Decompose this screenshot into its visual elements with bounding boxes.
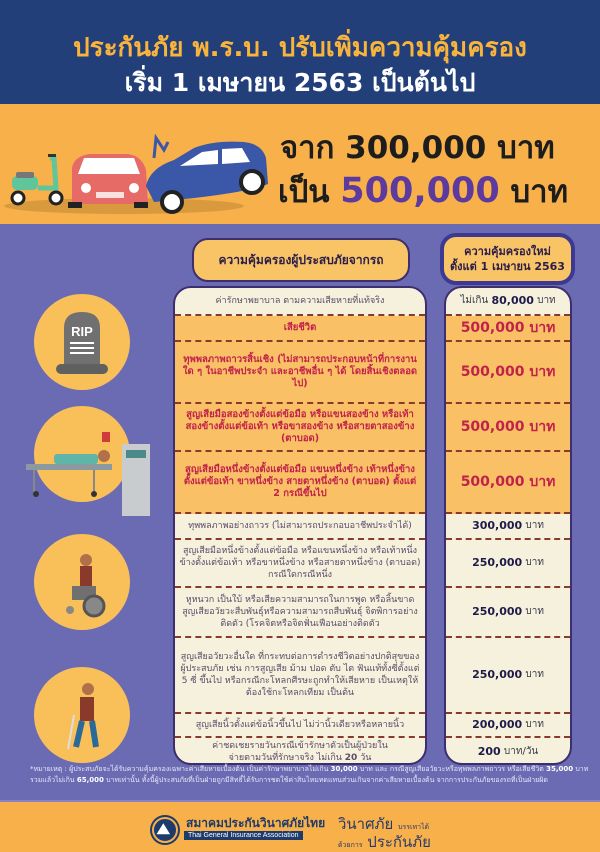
table-row: สูญเสียมือหนึ่งข้างตั้งแต่ข้อมือ หรือแขนหนึ่งข้าง หรือเท้าหนึ่งข้างตั้งแต่ข้อเท้า หรือขาหนึ่งข้าง หรือสายตาหนึ่งข้าง (ตาบอด) กรณีใดกรณีหนึ่ง xyxy=(175,540,425,588)
slogan-line1: วินาศภัย บรรเทาได้ xyxy=(338,815,430,833)
footnote: *หมายเหตุ : ผู้ประสบภัยจะได้รับความคุ้มครองเฉพาะค่าเสียหายเบื้องต้น เป็นค่ารักษาพยาบาลไม่เกิน 30,000 บาท และ กรณีสูญเสียอวัยวะหรือทุพพลภาพถาวร หรือเสียชีวิต 35,000 บาท รวมแล้วไม่เกิน 65,000 บาทเท่านั้น ทั้งนี้ผู้ประสบภัยที่เป็นฝ่ายถูกมีสิทธิ์ได้รับการชดใช้ค่าสินไหมทดแทนส่วนเกินจากค่าเสียหายเบื้องต้น จากการประกันภัยของรถที่เป็นฝ่ายผิด xyxy=(30,765,589,784)
title-line2: เริ่ม 1 เมษายน 2563 เป็นต้นไป xyxy=(124,68,476,97)
coverage-section xyxy=(0,224,600,800)
coverage-description-column xyxy=(173,286,427,765)
coverage-amount-column xyxy=(444,286,572,765)
right-column-header: ความคุ้มครองใหม่ ตั้งแต่ 1 เมษายน 2563 xyxy=(440,233,575,285)
svg-text:RIP: RIP xyxy=(71,324,93,339)
association-name-en: Thai General Insurance Association xyxy=(184,831,303,840)
association-logo-icon xyxy=(152,817,178,843)
amount-cell: 500,000 บาท xyxy=(446,316,570,342)
table-row: เสียชีวิต xyxy=(175,316,425,342)
table-row: สูญเสียนิ้วตั้งแต่ข้อนิ้วขึ้นไป ไม่ว่านิ้วเดียวหรือหลายนิ้ว xyxy=(175,714,425,738)
old-coverage: จาก 300,000 บาท xyxy=(280,130,555,166)
walking-cane-icon xyxy=(34,667,130,763)
hospital-bed-icon xyxy=(34,406,130,502)
old-amount: 300,000 xyxy=(345,130,487,166)
table-row: ค่ารักษาพยาบาล ตามความเสียหายที่แท้จริง xyxy=(175,288,425,316)
amount-cell: 250,000 บาท xyxy=(446,540,570,588)
table-row: ทุพพลภาพถาวรสิ้นเชิง (ไม่สามารถประกอบหน้าที่การงานใด ๆ ในอาชีพประจำ และอาชีพอื่น ๆ ได้ โดยสิ้นเชิงตลอดไป) xyxy=(175,342,425,404)
table-row: สูญเสียมือหนึ่งข้างตั้งแต่ข้อมือ แขนหนึ่งข้าง เท้าหนึ่งข้างตั้งแต่ข้อเท้า ขาหนึ่งข้าง สายตาหนึ่งข้าง (ตาบอด) ตั้งแต่ 2 กรณีขึ้นไป xyxy=(175,452,425,514)
amount-cell: 200,000 บาท xyxy=(446,714,570,738)
amount-cell: 250,000 บาท xyxy=(446,588,570,638)
amount-cell: 500,000 บาท xyxy=(446,452,570,514)
table-row: ทุพพลภาพอย่างถาวร (ไม่สามารถประกอบอาชีพประจำได้) xyxy=(175,514,425,540)
table-row: หูหนวก เป็นใบ้ หรือเสียความสามารถในการพูด หรือลิ้นขาด สูญเสียอวัยวะสืบพันธุ์หรือความสามารถสืบพันธุ์ จิตพิการอย่างติดตัว (โรคจิตหรือจิตฟั่นเฟือนอย่างติดตัว xyxy=(175,588,425,638)
amount-cell: 250,000 บาท xyxy=(446,638,570,714)
footer xyxy=(0,800,600,852)
amount-cell: 500,000 บาท xyxy=(446,404,570,452)
car-crash-icon xyxy=(4,118,284,218)
association-name-th: สมาคมประกันวินาศภัยไทย xyxy=(186,816,326,830)
new-amount: 500,000 xyxy=(340,171,500,211)
slogan-line2: ด้วยการ ประกันภัย xyxy=(338,833,431,851)
banner xyxy=(0,104,600,224)
left-column-header: ความคุ้มครองผู้ประสบภัยจากรถ xyxy=(192,238,410,282)
amount-cell: 500,000 บาท xyxy=(446,342,570,404)
amount-cell: 300,000 บาท xyxy=(446,514,570,540)
wheelchair-icon xyxy=(34,534,130,630)
title-line1: ประกันภัย พ.ร.บ. ปรับเพิ่มความคุ้มครอง xyxy=(73,33,527,63)
table-row: สูญเสียอวัยวะอื่นใด ที่กระทบต่อการดำรงชีวิตอย่างปกติสุขของผู้ประสบภัย เช่น การสูญเสีย ม้าม ปอด ตับ ไต ฟันแท้ทั้งซี่ตั้งแต่ 5 ซี่ ขึ้นไป หรือกรณีกะโหลกศีรษะถูกทำให้เสียหาย เป็นเหตุให้ต้องใช้กะโหลกเทียม เป็นต้น xyxy=(175,638,425,714)
header xyxy=(0,0,600,104)
table-row: สูญเสียมือสองข้างตั้งแต่ข้อมือ หรือแขนสองข้าง หรือเท้าสองข้างตั้งแต่ข้อเท้า หรือขาสองข้าง หรือสายตาสองข้าง (ตาบอด) xyxy=(175,404,425,452)
amount-cell: ไม่เกิน 80,000 บาท xyxy=(446,288,570,316)
table-row: ค่าชดเชยรายวันกรณีเข้ารักษาตัวเป็นผู้ป่วยใน จ่ายตามวันที่รักษาจริง ไม่เกิน 20 วัน xyxy=(212,741,388,763)
new-coverage: เป็น 500,000 บาท xyxy=(278,171,569,211)
amount-cell: 200 บาท/วัน xyxy=(477,745,539,758)
rip-tombstone-icon xyxy=(34,294,130,390)
